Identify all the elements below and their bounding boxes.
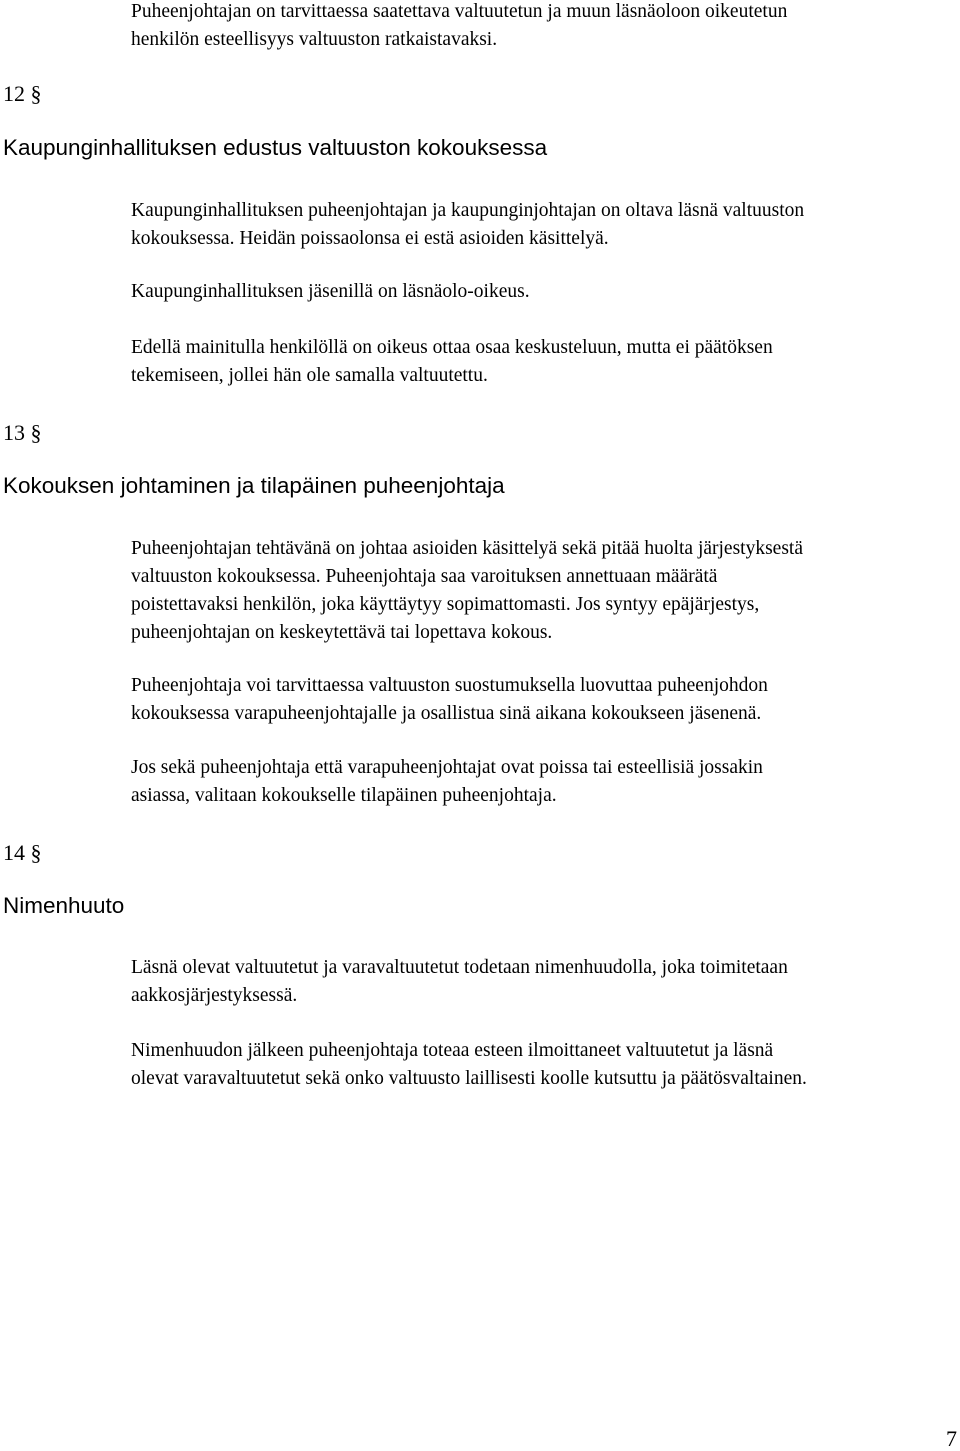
section-number: 13 §: [3, 420, 42, 445]
section-paragraph: [131, 535, 959, 647]
paragraph-line: kokouksessa. Heidän poissaolonsa ei estä asioiden käsittelyä.: [131, 228, 609, 249]
section-title: Kokouksen johtaminen ja tilapäinen puheenjohtaja: [3, 473, 505, 498]
paragraph-line: Kaupunginhallituksen puheenjohtajan ja kaupunginjohtajan on oltava läsnä valtuuston: [131, 200, 805, 221]
paragraph-line: Puheenjohtajan tehtävänä on johtaa asioiden käsittelyä sekä pitää huolta järjestyksestä: [131, 538, 803, 559]
paragraph-line: valtuuston kokouksessa. Puheenjohtaja saa varoituksen annettuaan määrätä: [131, 566, 718, 587]
paragraph-line: Edellä mainitulla henkilöllä on oikeus ottaa osaa keskusteluun, mutta ei päätöksen: [131, 337, 773, 358]
section-number: 14 §: [3, 840, 42, 865]
section-paragraph: [131, 1037, 959, 1093]
section-number: 12 §: [3, 81, 42, 106]
section-title: Nimenhuuto: [3, 893, 125, 918]
paragraph-line: poistettavaksi henkilön, joka käyttäytyy sopimattomasti. Jos syntyy epäjärjestys,: [131, 594, 760, 615]
paragraph-line: Kaupunginhallituksen jäsenillä on läsnäolo-oikeus.: [131, 281, 530, 302]
paragraph-line: Jos sekä puheenjohtaja että varapuheenjohtajat ovat poissa tai esteellisiä jossakin: [131, 757, 763, 778]
paragraph-line: Puheenjohtaja voi tarvittaessa valtuuston suostumuksella luovuttaa puheenjohdon: [131, 675, 768, 696]
page-number: 7: [946, 1426, 957, 1451]
section-paragraph: [131, 754, 959, 810]
section-paragraph: [131, 278, 959, 306]
intro-paragraph: [131, 0, 959, 54]
paragraph-line: kokouksessa varapuheenjohtajalle ja osallistua sinä aikana kokoukseen jäsenenä.: [131, 703, 762, 724]
section-paragraph: [131, 954, 959, 1010]
paragraph-line: tekemiseen, jollei hän ole samalla valtuutettu.: [131, 365, 488, 386]
paragraph-line: henkilön esteellisyys valtuuston ratkaistavaksi.: [131, 29, 498, 50]
paragraph-line: asiassa, valitaan kokoukselle tilapäinen puheenjohtaja.: [131, 785, 557, 806]
section-paragraph: [131, 197, 959, 253]
paragraph-line: Nimenhuudon jälkeen puheenjohtaja toteaa esteen ilmoittaneet valtuutetut ja läsnä: [131, 1040, 774, 1061]
section-title: Kaupunginhallituksen edustus valtuuston kokouksessa: [3, 135, 548, 160]
paragraph-line: aakkosjärjestyksessä.: [131, 985, 298, 1006]
paragraph-line: Puheenjohtajan on tarvittaessa saatettava valtuutetun ja muun läsnäoloon oikeutetun: [131, 1, 788, 22]
paragraph-line: Läsnä olevat valtuutetut ja varavaltuutetut todetaan nimenhuudolla, joka toimitetaan: [131, 957, 788, 978]
section-paragraph: [131, 672, 959, 728]
paragraph-line: olevat varavaltuutetut sekä onko valtuusto laillisesti koolle kutsuttu ja päätösvaltainen.: [131, 1068, 807, 1089]
paragraph-line: puheenjohtajan on keskeytettävä tai lopettava kokous.: [131, 622, 553, 643]
section-paragraph: [131, 334, 959, 390]
